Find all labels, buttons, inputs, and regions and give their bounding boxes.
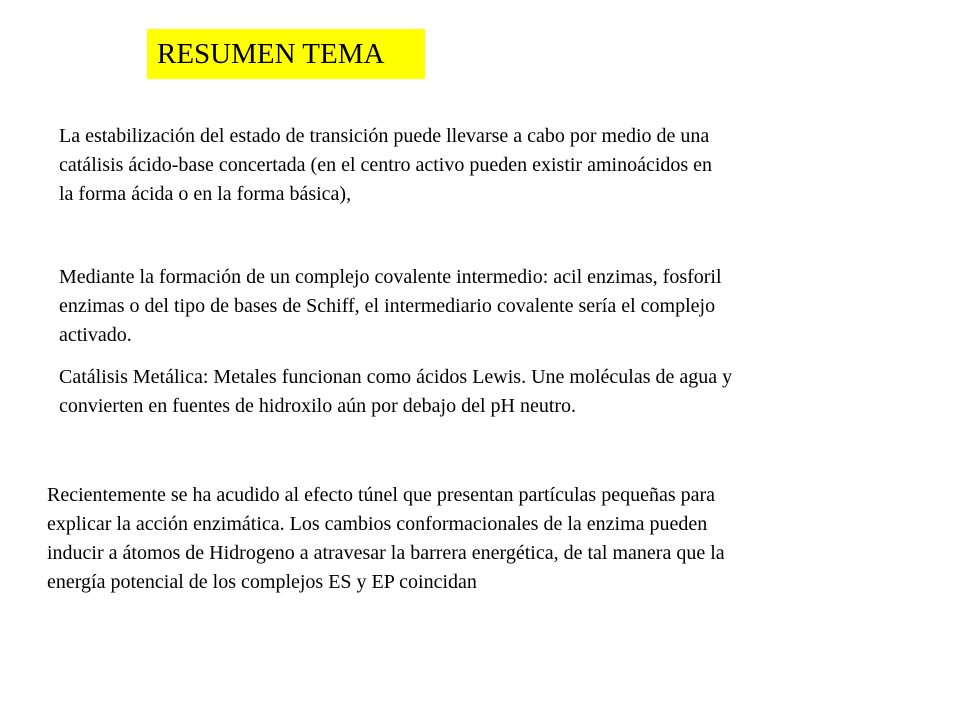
paragraph-line: La estabilización del estado de transición puede llevarse a cabo por medio de una bbox=[59, 125, 710, 147]
paragraph-line: Recientemente se ha acudido al efecto túnel que presentan partículas pequeñas para bbox=[47, 484, 716, 506]
paragraph-line: inducir a átomos de Hidrogeno a atravesar la barrera energética, de tal manera que la bbox=[47, 542, 725, 564]
paragraph-line: la forma ácida o en la forma básica), bbox=[59, 183, 352, 205]
paragraph-line: catálisis ácido-base concertada (en el centro activo pueden existir aminoácidos en bbox=[59, 154, 713, 176]
paragraph-tunnel-effect bbox=[47, 481, 877, 597]
title-banner bbox=[147, 29, 425, 79]
paragraph-line: activado. bbox=[59, 324, 132, 346]
paragraph-line: convierten en fuentes de hidroxilo aún por debajo del pH neutro. bbox=[59, 395, 577, 417]
paragraph-metal-catalysis bbox=[59, 363, 889, 421]
paragraph-acid-base-catalysis bbox=[59, 122, 859, 209]
paragraph-line: enzimas o del tipo de bases de Schiff, el intermediario covalente sería el complejo bbox=[59, 295, 716, 317]
paragraph-line: explicar la acción enzimática. Los cambios conformacionales de la enzima pueden bbox=[47, 513, 708, 535]
slide-title: RESUMEN TEMA bbox=[157, 37, 385, 70]
paragraph-line: Catálisis Metálica: Metales funcionan como ácidos Lewis. Une moléculas de agua y bbox=[59, 366, 733, 388]
paragraph-line: Mediante la formación de un complejo covalente intermedio: acil enzimas, fosforil bbox=[59, 266, 722, 288]
paragraph-line: energía potencial de los complejos ES y EP coincidan bbox=[47, 571, 477, 593]
paragraph-covalent-intermediate bbox=[59, 263, 859, 350]
